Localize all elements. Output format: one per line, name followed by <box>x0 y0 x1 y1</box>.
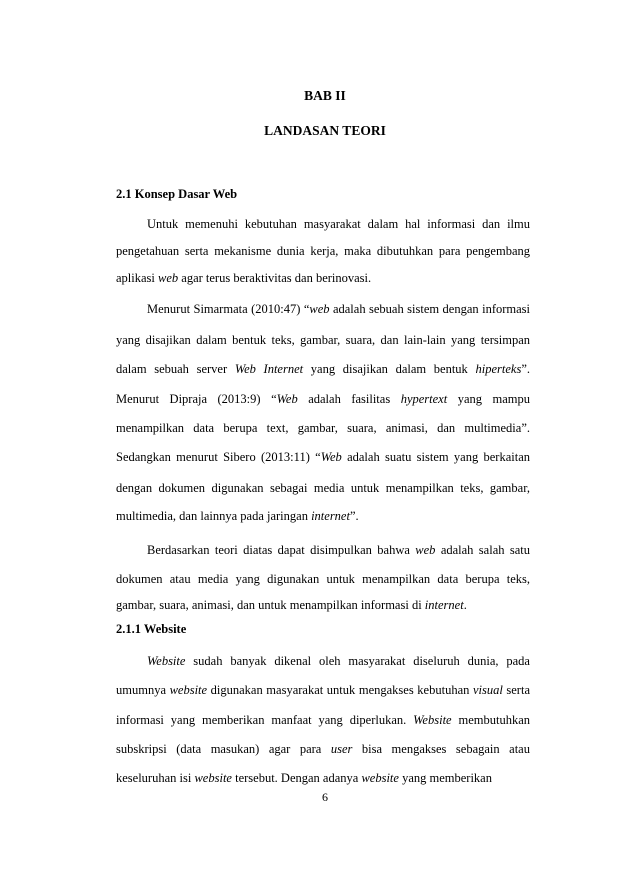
text-line <box>116 450 530 465</box>
text-segment: dalam sebuah server <box>116 362 235 376</box>
italic-term: website <box>194 771 232 785</box>
text-segment: aplikasi <box>116 271 159 285</box>
text-line <box>116 683 530 698</box>
chapter-title: LANDASAN TEORI <box>264 123 386 138</box>
italic-term: web <box>158 271 179 285</box>
text-segment: Menurut Dipraja (2013:9) “ <box>116 392 277 406</box>
text-segment: dengan dokumen digunakan sebagai media untuk menampilkan teks, gambar, <box>116 481 530 495</box>
text-line <box>116 244 530 259</box>
text-line <box>116 509 530 524</box>
chapter-heading: BAB II <box>304 88 346 103</box>
italic-term: website <box>361 771 399 785</box>
text-segment: multimedia, dan lainnya pada jaringan <box>116 509 312 523</box>
subsection-heading: 2.1.1 Website <box>116 622 187 636</box>
text-segment: gambar, suara, animasi, dan untuk menampilkan informasi di <box>116 598 425 612</box>
text-segment: informasi yang memberikan manfaat yang diperlukan. <box>116 713 414 727</box>
italic-term: Web Internet <box>234 362 304 376</box>
text-segment: digunakan masyarakat untuk mengakses kebutuhan <box>207 683 473 697</box>
text-line <box>147 302 530 317</box>
text-segment: Berdasarkan teori diatas dapat disimpulkan bahwa <box>147 543 416 557</box>
section-heading: 2.1 Konsep Dasar Web <box>116 187 238 201</box>
text-segment: serta <box>502 683 530 697</box>
text-line <box>116 572 530 587</box>
italic-term: hypertext <box>400 392 448 406</box>
text-line <box>116 362 530 377</box>
text-segment: . <box>463 598 467 612</box>
italic-term: Website <box>413 713 452 727</box>
text-segment: yang disajikan dalam bentuk <box>303 362 476 376</box>
text-segment: ”. <box>349 509 359 523</box>
text-line <box>116 271 530 286</box>
italic-term: Website <box>147 654 186 668</box>
italic-term: website <box>169 683 208 697</box>
text-segment: adalah salah satu <box>435 543 531 557</box>
text-line <box>116 392 530 407</box>
text-line <box>147 654 530 669</box>
italic-term: hiperteks <box>475 362 522 376</box>
text-segment: ”. <box>521 362 530 376</box>
text-line <box>116 598 530 613</box>
text-line <box>116 771 530 786</box>
italic-term: internet <box>424 598 464 612</box>
text-segment: agar terus beraktivitas dan berinovasi. <box>178 271 372 285</box>
italic-term: web <box>309 302 330 316</box>
italic-term: web <box>415 543 436 557</box>
text-segment: menampilkan data berupa text, gambar, suara, animasi, dan multimedia”. <box>116 421 530 435</box>
text-segment: yang memberikan <box>398 771 492 785</box>
italic-term: user <box>330 742 353 756</box>
italic-term: visual <box>472 683 503 697</box>
text-segment: pengetahuan serta mekanisme dunia kerja, maka dibutuhkan para pengembang <box>116 244 530 258</box>
text-segment: yang disajikan dalam bentuk teks, gambar, suara, dan lain-lain yang tersimpan <box>116 333 530 347</box>
italic-term: Web <box>320 450 342 464</box>
text-segment: sudah banyak dikenal oleh masyarakat diseluruh dunia, pada <box>185 654 530 668</box>
text-segment: yang mampu <box>447 392 531 406</box>
text-segment: umumnya <box>116 683 170 697</box>
text-segment: Menurut Simarmata (2010:47) “ <box>147 302 310 316</box>
text-line <box>116 713 530 728</box>
text-segment: dokumen atau media yang digunakan untuk menampilkan data berupa teks, <box>116 572 530 586</box>
text-segment: adalah suatu sistem yang berkaitan <box>341 450 530 464</box>
text-line <box>116 421 530 436</box>
page-number: 6 <box>322 790 328 804</box>
text-line <box>116 481 530 496</box>
text-segment: membutuhkan <box>451 713 531 727</box>
text-segment: keseluruhan isi <box>116 771 195 785</box>
text-segment: Sedangkan menurut Sibero (2013:11) “ <box>116 450 321 464</box>
text-segment: adalah fasilitas <box>297 392 401 406</box>
italic-term: Web <box>276 392 298 406</box>
text-segment: adalah sebuah sistem dengan informasi <box>329 302 530 316</box>
text-line <box>116 742 530 757</box>
text-line <box>147 543 530 558</box>
text-line <box>147 217 530 232</box>
text-segment: subskripsi (data masukan) agar para <box>116 742 331 756</box>
text-line <box>116 333 530 348</box>
text-segment: Untuk memenuhi kebutuhan masyarakat dalam hal informasi dan ilmu <box>147 217 530 231</box>
text-segment: bisa mengakses sebagain atau <box>352 742 530 756</box>
italic-term: internet <box>311 509 350 523</box>
text-segment: tersebut. Dengan adanya <box>231 771 362 785</box>
